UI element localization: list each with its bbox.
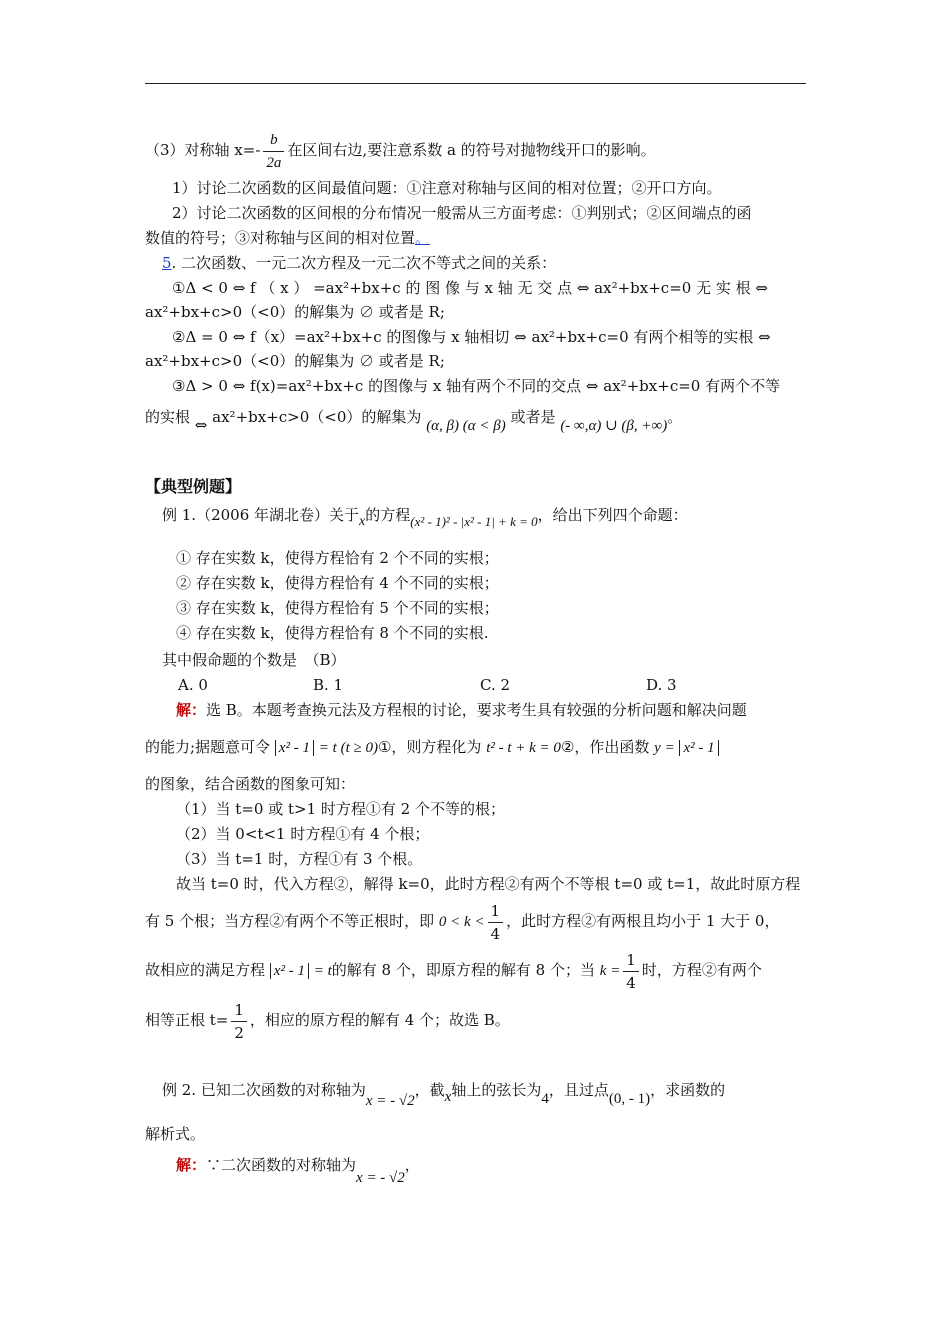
abs-expr: x² - 1 bbox=[679, 740, 718, 756]
text: ∵二次函数的对称轴为 bbox=[206, 1156, 357, 1174]
text: 在区间右边,要注意系数 a 的符号对抛物线开口的影响。 bbox=[287, 141, 656, 159]
section-number: 5 bbox=[162, 254, 172, 272]
text: （3）对称轴 x=- bbox=[145, 141, 261, 159]
ex1-item-4: ④ 存在实数 k，使得方程恰有 8 个不同的实根. bbox=[176, 624, 489, 642]
header-rule bbox=[145, 83, 806, 84]
link-period: 。 bbox=[415, 229, 431, 247]
sec5-case1a: ①Δ < 0 ⇔ f （ x ） =ax²+bx+c 的 图 像 与 x 轴 无 交 点 ⇔ ax²+bx+c=0 无 实 根 ⇔ bbox=[172, 279, 768, 297]
text: 例 1.（2006 年湖北卷）关于 bbox=[162, 506, 360, 524]
text: 选 B。本题考查换元法及方程根的讨论，要求考生具有较强的分析问题和解决问题 bbox=[206, 701, 747, 719]
text: 的解有 8 个，即原方程的解有 8 个；当 bbox=[331, 961, 595, 979]
equation: = t (t ≥ 0) bbox=[318, 740, 378, 756]
solution-label: 解： bbox=[176, 1156, 207, 1174]
equation: (x² - 1)² - |x² - 1| + k = 0 bbox=[410, 514, 538, 529]
var-x: x bbox=[444, 1089, 452, 1105]
text: ，求函数的 bbox=[650, 1081, 726, 1099]
frac-num: 1 bbox=[623, 949, 639, 972]
text: 有 5 个根；当方程②有两个不等正根时，即 bbox=[145, 912, 435, 930]
text: 。 bbox=[667, 408, 683, 426]
text: 例 2. 已知二次函数的对称轴为 bbox=[162, 1081, 366, 1099]
interval-math: (α, β) (α < β) bbox=[426, 418, 506, 434]
point: (0, - 1) bbox=[608, 1091, 651, 1107]
ex2-line2: 解析式。 bbox=[145, 1125, 206, 1143]
sec5-case1b: ax²+bx+c>0（<0）的解集为 ∅ 或者是 R; bbox=[145, 303, 445, 321]
equation: y = bbox=[654, 740, 675, 756]
text: ，相应的原方程的解有 4 个；故选 B。 bbox=[249, 1011, 510, 1029]
frac-den: 4 bbox=[626, 973, 636, 992]
interval-union-math: (- ∞,α) ∪ (β, +∞) bbox=[560, 418, 668, 434]
sec5-case3b bbox=[145, 402, 682, 433]
ex1-final-line4 bbox=[145, 997, 510, 1044]
text: 相等正根 t= bbox=[145, 1011, 229, 1029]
ex1-case-1: （1）当 t=0 或 t>1 时方程①有 2 个不等的根； bbox=[176, 800, 505, 818]
equation: = t bbox=[313, 963, 332, 979]
ex1-final-line2 bbox=[145, 898, 779, 945]
sec3-line2: 1）讨论二次函数的区间最值问题：①注意对称轴与区间的相对位置；②开口方向。 bbox=[172, 179, 722, 197]
sec3-line4 bbox=[145, 228, 430, 248]
ex1-solution-line1 bbox=[176, 700, 747, 720]
fraction bbox=[231, 999, 247, 1044]
text: 轴上的弦长为 bbox=[451, 1081, 542, 1099]
text: 的能力;据题意可令 bbox=[145, 738, 271, 756]
text: 或者是 bbox=[510, 408, 556, 426]
sec5-case2a: ②Δ = 0 ⇔ f（x）=ax²+bx+c 的图像与 x 轴相切 ⇔ ax²+bx+c=0 有两个相等的实根 ⇔ bbox=[172, 328, 771, 346]
frac-den: 2 bbox=[234, 1023, 244, 1042]
text: ②，作出函数 bbox=[560, 738, 650, 756]
equation: t² - t + k = 0 bbox=[486, 740, 561, 756]
section-title: . 二次函数、一元二次方程及一元二次不等式之间的关系： bbox=[171, 254, 557, 272]
ex1-solution-line3: 的图象，结合函数的图象可知： bbox=[145, 775, 356, 793]
sec5-case3a: ③Δ > 0 ⇔ f(x)=ax²+bx+c 的图像与 x 轴有两个不同的交点 ⇔ ax²+bx+c=0 有两个不等 bbox=[172, 377, 781, 395]
frac-den: 4 bbox=[490, 924, 501, 943]
ex1-final-line3 bbox=[145, 947, 762, 994]
var-x: x bbox=[359, 514, 366, 529]
option-d: D. 3 bbox=[646, 676, 677, 694]
text: ， bbox=[404, 1156, 420, 1174]
ex1-line1 bbox=[162, 502, 688, 530]
ex1-item-3: ③ 存在实数 k，使得方程恰有 5 个不同的实根； bbox=[176, 599, 499, 617]
text: ，此时方程②有两根且均小于 1 大于 0， bbox=[506, 912, 780, 930]
equation: k = bbox=[599, 963, 621, 979]
ex2-line1 bbox=[162, 1073, 725, 1108]
abs-expr: x² - 1 bbox=[275, 740, 314, 756]
sec5-case2b: ax²+bx+c>0（<0）的解集为 ∅ 或者是 R; bbox=[145, 352, 445, 370]
ex1-case-2: （2）当 0<t<1 时方程①有 4 个根； bbox=[176, 825, 430, 843]
inequality: 0 < k < bbox=[438, 914, 485, 930]
text: ，截 bbox=[414, 1081, 445, 1099]
frac-den: 2a bbox=[266, 154, 282, 171]
ex1-final-line1: 故当 t=0 时，代入方程②，解得 k=0，此时方程②有两个不等根 t=0 或 t=1，故此时原方程 bbox=[176, 875, 801, 893]
equation: x = - √2 bbox=[356, 1170, 405, 1186]
ex1-solution-line2 bbox=[145, 732, 719, 763]
ex1-case-3: （3）当 t=1 时，方程①有 3 个根。 bbox=[176, 850, 423, 868]
frac-num: 1 bbox=[231, 999, 247, 1022]
option-b: B. 1 bbox=[313, 676, 344, 694]
sec3-line3: 2）讨论二次函数的区间根的分布情况一般需从三方面考虑：①判别式；②区间端点的函 bbox=[172, 204, 752, 222]
option-a: A. 0 bbox=[178, 676, 208, 694]
iff-symbol: ⇔ bbox=[194, 416, 208, 434]
section-heading: 【典型例题】 bbox=[145, 477, 242, 496]
ex1-item-1: ① 存在实数 k，使得方程恰有 2 个不同的实根； bbox=[176, 549, 499, 567]
ex2-solution bbox=[176, 1148, 420, 1186]
fraction bbox=[488, 900, 504, 945]
text: 数值的符号；③对称轴与区间的相对位置 bbox=[145, 229, 416, 247]
solution-label: 解： bbox=[176, 701, 207, 719]
text: ax²+bx+c>0（<0）的解集为 bbox=[212, 408, 422, 426]
equation: x = - √2 bbox=[365, 1093, 415, 1109]
value: 4 bbox=[541, 1091, 549, 1107]
text: 时，方程②有两个 bbox=[641, 961, 762, 979]
text: ①，则方程化为 bbox=[377, 738, 482, 756]
sec3-line1 bbox=[145, 128, 656, 174]
text: ，且过点 bbox=[548, 1081, 609, 1099]
text: 的实根 bbox=[145, 408, 191, 426]
frac-num: b bbox=[263, 129, 284, 152]
text: ，给出下列四个命题： bbox=[537, 506, 688, 524]
text: 的方程 bbox=[365, 506, 411, 524]
fraction bbox=[263, 129, 284, 174]
text: 故相应的满足方程 bbox=[145, 961, 266, 979]
abs-expr: x² - 1 bbox=[270, 963, 309, 979]
option-c: C. 2 bbox=[480, 676, 511, 694]
ex1-question: 其中假命题的个数是 （B） bbox=[162, 651, 346, 669]
frac-num: 1 bbox=[488, 900, 504, 923]
sec5-title bbox=[162, 253, 556, 273]
fraction bbox=[623, 949, 639, 994]
ex1-item-2: ② 存在实数 k，使得方程恰有 4 个不同的实根； bbox=[176, 574, 499, 592]
